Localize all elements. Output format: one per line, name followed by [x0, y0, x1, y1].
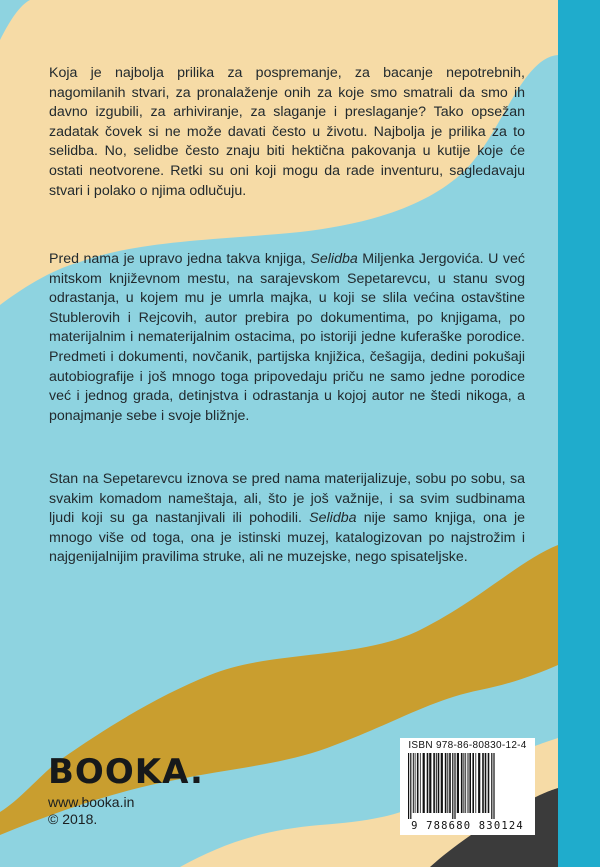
barcode-bar [457, 753, 459, 813]
barcode-bar [488, 753, 490, 813]
publisher-website: www.booka.in [48, 794, 135, 810]
barcode-bar [408, 753, 409, 819]
barcode-bar [472, 753, 474, 813]
barcode-bar [454, 753, 455, 819]
barcode-bar [465, 753, 466, 813]
barcode-bar [463, 753, 464, 813]
barcode-bar [423, 753, 425, 813]
barcode-bar [413, 753, 414, 813]
barcode-bar [438, 753, 440, 813]
blurb-text-1: Koja je najbolja prilika za pospremanje, za bacanje nepotrebnih, nagomilanih stvari, za pronalaženje onih za koje smo smatrali da smo ih davno izgubili, za arhiviranje, za slaganje i preslaganje? Tako opsežan zadatak čovek si ne može davati često u životu. Najbolja je prilika za to selidba. No, selidbe često znaju biti hektična pakovanja u kutije koje će ostati neotvorene. Retki su oni koji mogu da rade inventuru, sagledavaju stvari i polako o njima odlučuju. [49, 65, 525, 199]
barcode-bar [427, 753, 429, 813]
barcode-bar [415, 753, 416, 813]
isbn-barcode [400, 738, 535, 835]
barcode-bar [433, 753, 435, 813]
barcode-bar [436, 753, 437, 813]
barcode-bar [447, 753, 448, 813]
blurb-paragraph-1 [49, 64, 525, 201]
barcode-bar [491, 753, 492, 819]
barcode-bars [408, 753, 528, 819]
book-title-italic-2: Selidba [309, 510, 357, 527]
barcode-bar [420, 753, 421, 813]
barcode-bar [445, 753, 447, 813]
blurb-text-3a: Stan na Sepetarevcu iznova se pred nama materijalizuje, sobu po sobu, sa svakim komadom nameštaja, ali, što je još važnije, i sa svim sudbinama ljudi koji su ga nastanjivali ili pohodili. [49, 471, 525, 527]
barcode-bar [429, 753, 431, 813]
barcode-bar [449, 753, 451, 813]
barcode-bar [478, 753, 480, 813]
barcode-bar [441, 753, 443, 813]
publisher-logo: BOOKA. [48, 752, 204, 792]
barcode-bar [475, 753, 476, 813]
barcode-bar [493, 753, 494, 819]
blurb-text-3b: nije samo knjiga, ona je mnogo više od toga, ona je istinski muzej, katalogizovan po najstrožim i najgenijalnijim pravilima struke, ali ne muzejske, nego spisateljske. [49, 510, 525, 566]
copyright-notice: © 2018. [48, 811, 98, 827]
blurb-text-2a: Pred nama je upravo jedna takva knjiga, [49, 251, 311, 267]
barcode-bar [485, 753, 487, 813]
isbn-label: ISBN 978-86-80830-12-4 [408, 740, 527, 751]
barcode-bar [469, 753, 471, 813]
blurb-paragraph-2 [49, 250, 525, 426]
blurb-paragraph-3 [49, 470, 525, 568]
ean-number: 9 788680 830124 [411, 820, 524, 832]
spine-strip [558, 0, 600, 867]
barcode-bar [482, 753, 484, 813]
publisher-info [48, 794, 134, 828]
barcode-bar [468, 753, 469, 813]
book-title-italic: Selidba [310, 251, 358, 267]
barcode-bar [410, 753, 411, 819]
barcode-bar [417, 753, 419, 813]
blurb-text-2b: Miljenka Jergovića. U već mitskom književnom mestu, na sarajevskom Sepetarevcu, u stanu svog odrastanja, u kojem mu je umrla majka, u koji se slila većina ostavštine Stublerovih i Rejcovih, autor prebira po dokumentima, po knjigama, po materijalnim i nematerijalnim ostacima, po istoriji jedne kuferaške porodice. Predmeti i dokumenti, novčanik, partijska knjižica, češagija, dedini pokušaji autobiografije i još mnogo toga pripovedaju priču ne samo jedne porodice već i jednog grada, detinjstva i odrastanja u kojoj autor ne štedi nikoga, a ponajmanje sebe i svoje bližnje. [49, 251, 525, 424]
barcode-bar [452, 753, 453, 819]
barcode-bar [461, 753, 463, 813]
